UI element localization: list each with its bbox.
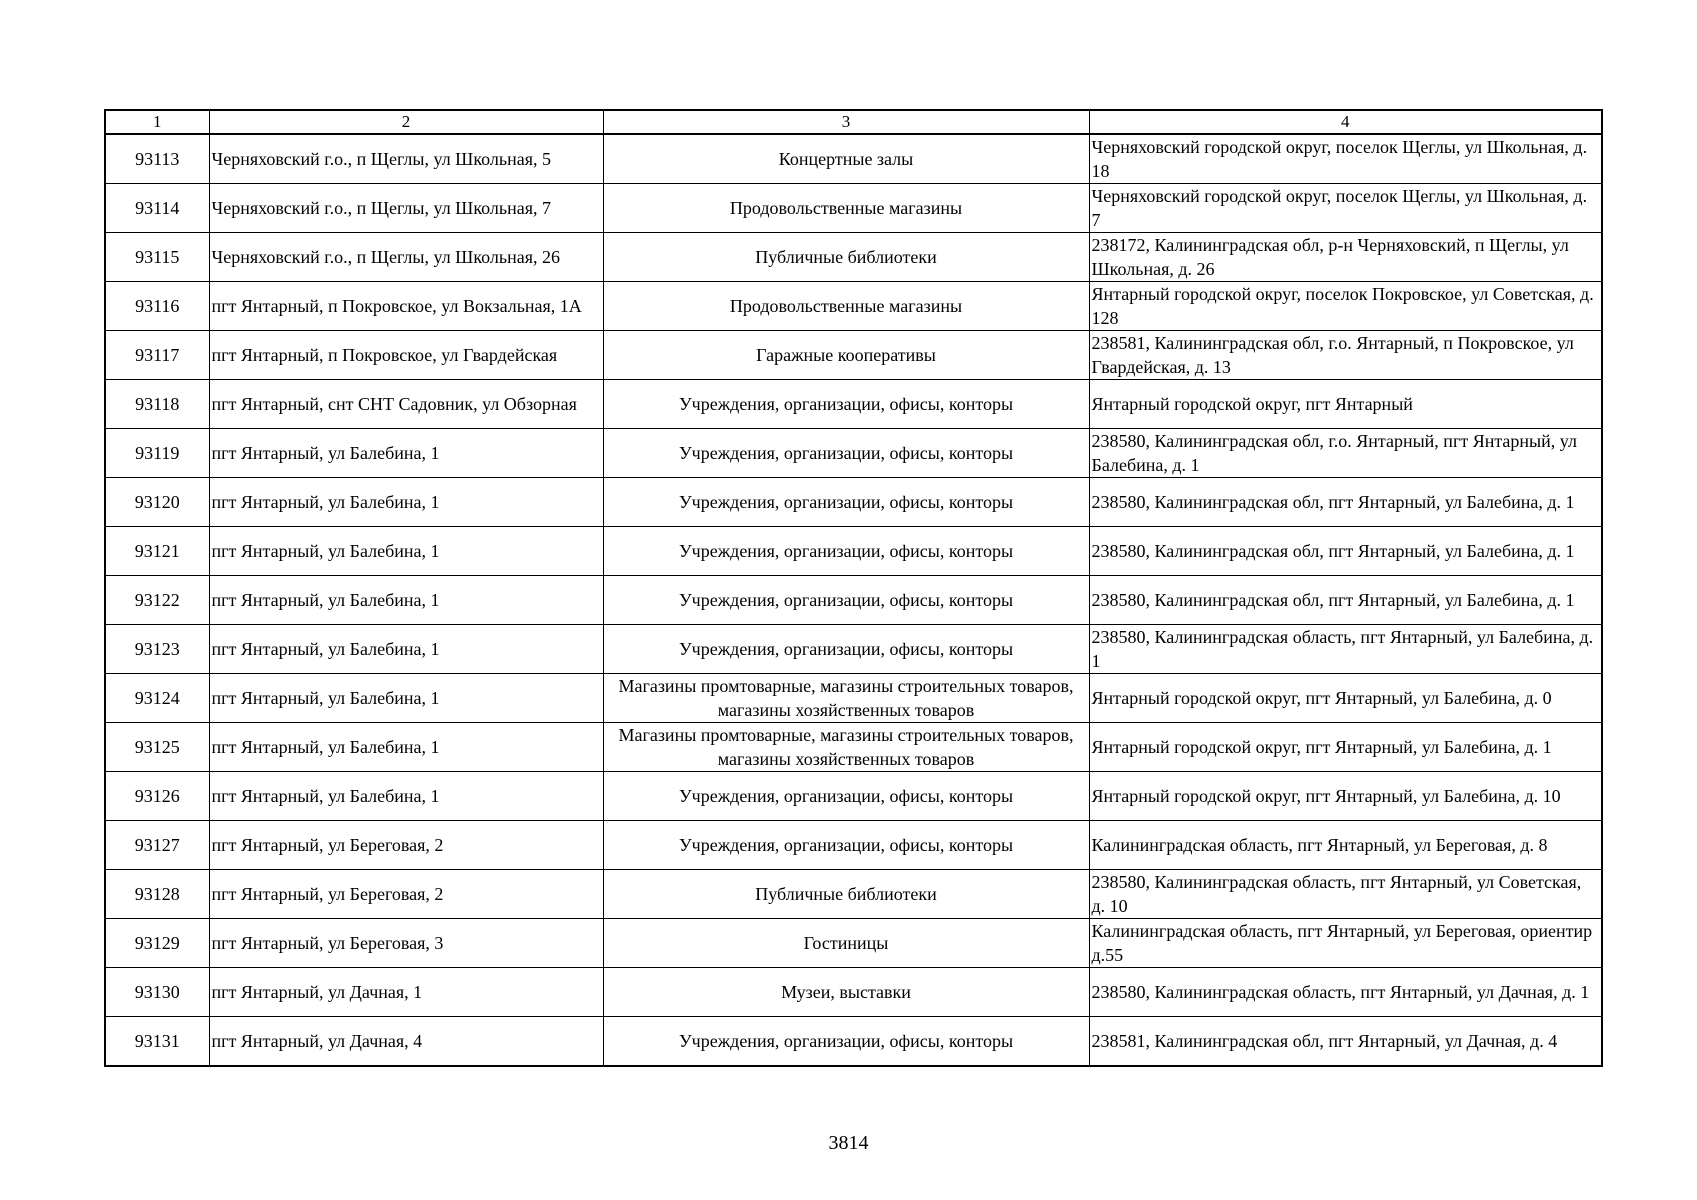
cell-location: пгт Янтарный, ул Балебина, 1: [209, 429, 603, 478]
table-row: [105, 772, 1602, 821]
cell-location: пгт Янтарный, снт СНТ Садовник, ул Обзорная: [209, 380, 603, 429]
cell-id: 93120: [105, 478, 209, 527]
cell-id: 93123: [105, 625, 209, 674]
table-row: [105, 1017, 1602, 1067]
table-row: [105, 576, 1602, 625]
table-row: [105, 625, 1602, 674]
column-header-3: 3: [603, 110, 1089, 134]
cell-category: Продовольственные магазины: [603, 184, 1089, 233]
cell-location: пгт Янтарный, ул Балебина, 1: [209, 723, 603, 772]
cell-address: 238172, Калининградская обл, р-н Черняховский, п Щеглы, ул Школьная, д. 26: [1089, 233, 1602, 282]
cell-id: 93119: [105, 429, 209, 478]
table-row: [105, 919, 1602, 968]
cell-address: Янтарный городской округ, пгт Янтарный, ул Балебина, д. 10: [1089, 772, 1602, 821]
cell-address: 238580, Калининградская область, пгт Янтарный, ул Дачная, д. 1: [1089, 968, 1602, 1017]
cell-category: Концертные залы: [603, 134, 1089, 184]
cell-location: Черняховский г.о., п Щеглы, ул Школьная, 5: [209, 134, 603, 184]
cell-id: 93121: [105, 527, 209, 576]
cell-category: Публичные библиотеки: [603, 870, 1089, 919]
cell-category: Учреждения, организации, офисы, конторы: [603, 527, 1089, 576]
cell-category: Учреждения, организации, офисы, конторы: [603, 380, 1089, 429]
cell-address: 238580, Калининградская обл, г.о. Янтарный, пгт Янтарный, ул Балебина, д. 1: [1089, 429, 1602, 478]
table-row: [105, 478, 1602, 527]
cell-category: Гостиницы: [603, 919, 1089, 968]
table-row: [105, 674, 1602, 723]
cell-location: пгт Янтарный, ул Балебина, 1: [209, 674, 603, 723]
cell-id: 93116: [105, 282, 209, 331]
cell-location: пгт Янтарный, ул Береговая, 3: [209, 919, 603, 968]
cell-category: Учреждения, организации, офисы, конторы: [603, 478, 1089, 527]
cell-id: 93126: [105, 772, 209, 821]
table-body: [105, 110, 1602, 1066]
cell-id: 93114: [105, 184, 209, 233]
table-row: [105, 380, 1602, 429]
cell-id: 93122: [105, 576, 209, 625]
cell-location: пгт Янтарный, ул Балебина, 1: [209, 527, 603, 576]
table-row: [105, 723, 1602, 772]
table-row: [105, 429, 1602, 478]
cell-address: Янтарный городской округ, пгт Янтарный, ул Балебина, д. 1: [1089, 723, 1602, 772]
header-row: [105, 110, 1602, 134]
cell-category: Продовольственные магазины: [603, 282, 1089, 331]
cell-address: 238580, Калининградская обл, пгт Янтарный, ул Балебина, д. 1: [1089, 576, 1602, 625]
cell-location: Черняховский г.о., п Щеглы, ул Школьная, 7: [209, 184, 603, 233]
cell-location: пгт Янтарный, ул Балебина, 1: [209, 625, 603, 674]
cell-id: 93129: [105, 919, 209, 968]
page-number: 3814: [828, 1132, 869, 1154]
cell-category: Магазины промтоварные, магазины строительных товаров, магазины хозяйственных товаров: [603, 674, 1089, 723]
cell-address: 238581, Калининградская обл, пгт Янтарный, ул Дачная, д. 4: [1089, 1017, 1602, 1067]
cell-id: 93118: [105, 380, 209, 429]
cell-location: пгт Янтарный, ул Балебина, 1: [209, 478, 603, 527]
table-row: [105, 527, 1602, 576]
cell-address: 238580, Калининградская обл, пгт Янтарный, ул Балебина, д. 1: [1089, 478, 1602, 527]
cell-id: 93127: [105, 821, 209, 870]
table-row: [105, 233, 1602, 282]
table-row: [105, 821, 1602, 870]
cell-address: 238581, Калининградская обл, г.о. Янтарный, п Покровское, ул Гвардейская, д. 13: [1089, 331, 1602, 380]
cell-category: Учреждения, организации, офисы, конторы: [603, 429, 1089, 478]
cell-address: Черняховский городской округ, поселок Щеглы, ул Школьная, д. 18: [1089, 134, 1602, 184]
data-table: [104, 109, 1603, 1067]
cell-location: Черняховский г.о., п Щеглы, ул Школьная, 26: [209, 233, 603, 282]
cell-id: 93115: [105, 233, 209, 282]
column-header-1: 1: [105, 110, 209, 134]
cell-category: Учреждения, организации, офисы, конторы: [603, 576, 1089, 625]
cell-address: Черняховский городской округ, поселок Щеглы, ул Школьная, д. 7: [1089, 184, 1602, 233]
cell-address: Калининградская область, пгт Янтарный, ул Береговая, ориентир д.55: [1089, 919, 1602, 968]
cell-category: Учреждения, организации, офисы, конторы: [603, 1017, 1089, 1067]
cell-id: 93113: [105, 134, 209, 184]
cell-id: 93124: [105, 674, 209, 723]
cell-address: Янтарный городской округ, пгт Янтарный: [1089, 380, 1602, 429]
cell-category: Магазины промтоварные, магазины строительных товаров, магазины хозяйственных товаров: [603, 723, 1089, 772]
cell-location: пгт Янтарный, ул Береговая, 2: [209, 821, 603, 870]
cell-location: пгт Янтарный, ул Береговая, 2: [209, 870, 603, 919]
table-row: [105, 968, 1602, 1017]
table-row: [105, 870, 1602, 919]
cell-id: 93130: [105, 968, 209, 1017]
cell-address: 238580, Калининградская область, пгт Янтарный, ул Советская, д. 10: [1089, 870, 1602, 919]
cell-category: Учреждения, организации, офисы, конторы: [603, 625, 1089, 674]
cell-id: 93131: [105, 1017, 209, 1067]
cell-location: пгт Янтарный, п Покровское, ул Гвардейская: [209, 331, 603, 380]
cell-category: Гаражные кооперативы: [603, 331, 1089, 380]
cell-id: 93117: [105, 331, 209, 380]
cell-address: 238580, Калининградская область, пгт Янтарный, ул Балебина, д. 1: [1089, 625, 1602, 674]
cell-location: пгт Янтарный, п Покровское, ул Вокзальная, 1А: [209, 282, 603, 331]
table-row: [105, 184, 1602, 233]
cell-location: пгт Янтарный, ул Дачная, 4: [209, 1017, 603, 1067]
cell-location: пгт Янтарный, ул Балебина, 1: [209, 576, 603, 625]
cell-location: пгт Янтарный, ул Дачная, 1: [209, 968, 603, 1017]
table-row: [105, 331, 1602, 380]
column-header-2: 2: [209, 110, 603, 134]
cell-id: 93128: [105, 870, 209, 919]
cell-address: Калининградская область, пгт Янтарный, ул Береговая, д. 8: [1089, 821, 1602, 870]
cell-category: Музеи, выставки: [603, 968, 1089, 1017]
cell-category: Учреждения, организации, офисы, конторы: [603, 821, 1089, 870]
cell-location: пгт Янтарный, ул Балебина, 1: [209, 772, 603, 821]
table-row: [105, 282, 1602, 331]
column-header-4: 4: [1089, 110, 1602, 134]
cell-address: 238580, Калининградская обл, пгт Янтарный, ул Балебина, д. 1: [1089, 527, 1602, 576]
cell-category: Учреждения, организации, офисы, конторы: [603, 772, 1089, 821]
cell-category: Публичные библиотеки: [603, 233, 1089, 282]
cell-address: Янтарный городской округ, поселок Покровское, ул Советская, д. 128: [1089, 282, 1602, 331]
cell-id: 93125: [105, 723, 209, 772]
table-row: [105, 134, 1602, 184]
cell-address: Янтарный городской округ, пгт Янтарный, ул Балебина, д. 0: [1089, 674, 1602, 723]
